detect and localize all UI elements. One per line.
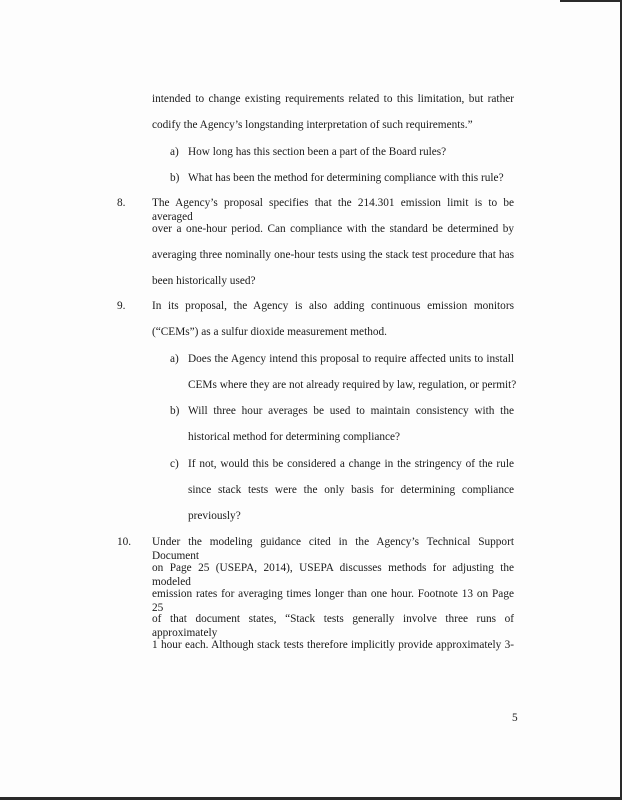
- item-8-line: been historically used?: [152, 275, 256, 287]
- item-10-number: 10.: [117, 536, 132, 548]
- intro-sub-a-label: a): [170, 146, 179, 158]
- page-number: 5: [512, 712, 518, 724]
- item-10-line: 1 hour each. Although stack tests therefore implicitly provide approximately 3-: [152, 639, 514, 651]
- intro-sub-a-text: How long has this section been a part of the Board rules?: [188, 146, 447, 158]
- intro-sub-b-text: What has been the method for determining compliance with this rule?: [188, 172, 504, 184]
- item-8-number: 8.: [117, 197, 126, 209]
- item-9-sub-c-line: since stack tests were the only basis for determining compliance: [188, 484, 514, 496]
- item-8-line: averaging three nominally one-hour tests using the stack test procedure that has: [152, 249, 514, 261]
- item-9-sub-b-line: historical method for determining compliance?: [188, 431, 401, 443]
- item-9-sub-a-line: Does the Agency intend this proposal to require affected units to install: [188, 353, 514, 365]
- item-10-line: of that document states, “Stack tests generally involve three runs of approximately: [152, 613, 514, 639]
- item-9-sub-a-label: a): [170, 353, 179, 365]
- scan-edge-top: [560, 0, 622, 2]
- item-8-line: over a one-hour period. Can compliance with the standard be determined by: [152, 223, 514, 235]
- intro-line-1: intended to change existing requirements related to this limitation, but rather: [152, 93, 514, 105]
- item-9-sub-b-line: Will three hour averages be used to maintain consistency with the: [188, 405, 514, 417]
- intro-sub-b-label: b): [170, 172, 180, 184]
- item-9-sub-c-line: If not, would this be considered a change in the stringency of the rule: [188, 458, 514, 470]
- item-10-line: Under the modeling guidance cited in the Agency’s Technical Support Document: [152, 536, 514, 562]
- item-9-sub-c-line: previously?: [188, 510, 241, 522]
- item-9-sub-c-label: c): [170, 458, 179, 470]
- item-9-number: 9.: [117, 300, 126, 312]
- intro-line-2: codify the Agency’s longstanding interpretation of such requirements.”: [152, 119, 473, 131]
- item-10-line: on Page 25 (USEPA, 2014), USEPA discusses methods for adjusting the modeled: [152, 562, 514, 588]
- item-9-line: (“CEMs”) as a sulfur dioxide measurement method.: [152, 326, 387, 338]
- item-9-sub-a-line: CEMs where they are not already required by law, regulation, or permit?: [188, 379, 517, 391]
- item-9-line: In its proposal, the Agency is also adding continuous emission monitors: [152, 300, 514, 312]
- item-9-sub-b-label: b): [170, 405, 180, 417]
- item-10-line: emission rates for averaging times longer than one hour. Footnote 13 on Page 25: [152, 588, 514, 614]
- item-8-line: The Agency’s proposal specifies that the 214.301 emission limit is to be averaged: [152, 197, 514, 223]
